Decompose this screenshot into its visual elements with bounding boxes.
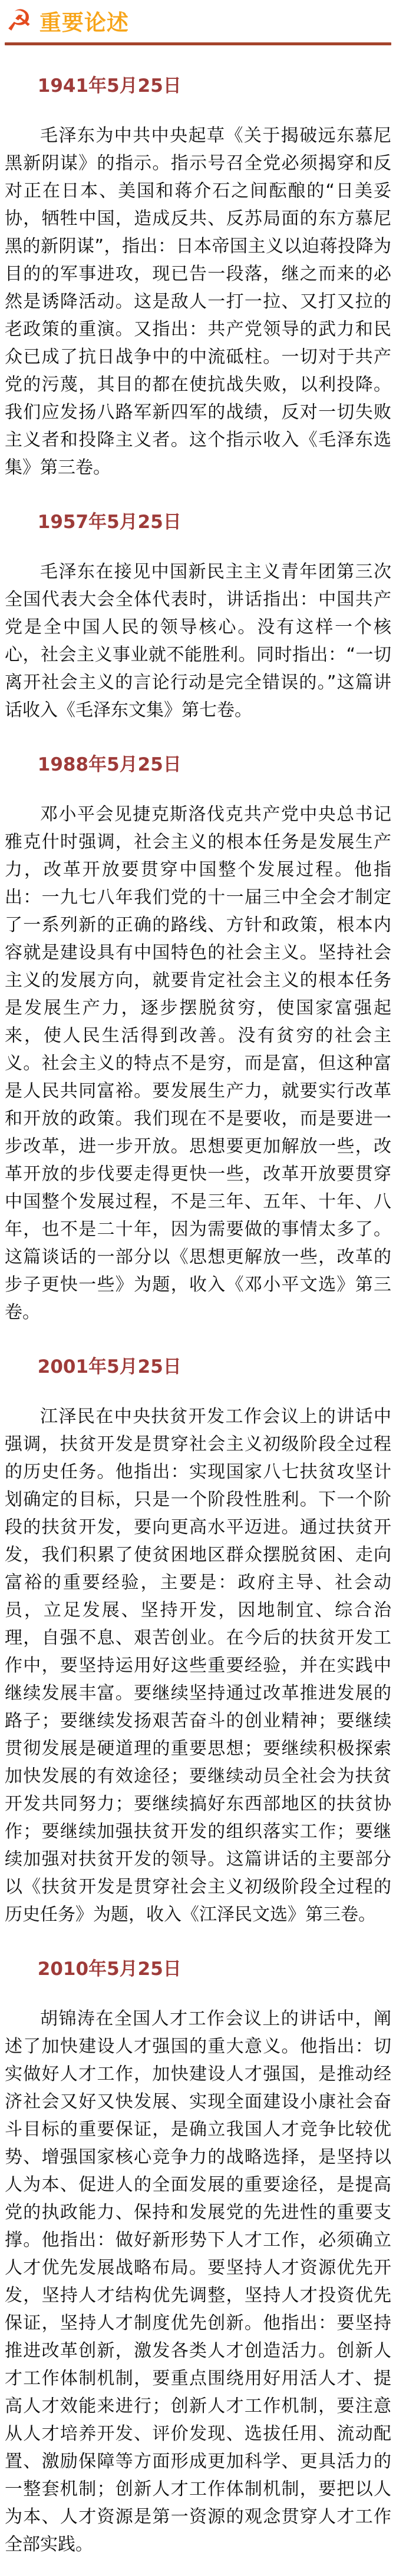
party-emblem-icon: ☭ — [6, 4, 32, 38]
entry-1941 — [5, 76, 391, 482]
masthead — [5, 4, 391, 39]
entry-body: 邓小平会见捷克斯洛伐克共产党中央总书记雅克什时强调，社会主义的根本任务是发展生产力，改革开放要贯穿中国整个发展过程。他指出：一九七八年我们党的十一届三中全会才制定了一系列新的正确的路线、方针和政策，根本内容就是建设具有中国特色的社会主义。坚持社会主义的发展方向，就要肯定社会主义的根本任务是发展生产力，逐步摆脱贫穷，使国家富强起来，使人民生活得到改善。没有贫穷的社会主义。社会主义的特点不是穷，而是富，但这种富是人民共同富裕。要发展生产力，就要实行改革和开放的政策。我们现在不是要收，而是要进一步改革，进一步开放。思想要更加解放一些，改革开放的步伐要走得更快一些，改革开放要贯穿中国整个发展过程，不是三年、五年、十年、八年，也不是二十年，因为需要做的事情太多了。这篇谈话的一部分以《思想更解放一些，改革的步子更快一些》为题，收入《邓小平文选》第三卷。 — [5, 804, 391, 1323]
entry-body: 毛泽东为中共中央起草《关于揭破远东慕尼黑新阴谋》的指示。指示号召全党必须揭穿和反对正在日本、美国和蒋介石之间酝酿的“日美妥协，牺牲中国，造成反共、反苏局面的东方慕尼黑的新阴谋”，指出：日本帝国主义以迫蒋投降为目的的军事进攻，现已告一段落，继之而来的必然是诱降活动。这是敌人一打一拉、又打又拉的老政策的重演。又指出：共产党领导的武力和民众已成了抗日战争中的中流砥柱。一切对于共产党的污蔑，其目的都在使抗战失败，以利投降。我们应发扬八路军新四军的战绩，反对一切失败主义者和投降主义者。这个指示收入《毛泽东选集》第三卷。 — [5, 125, 391, 479]
entry-2010 — [5, 1959, 391, 2558]
page-title: 重要论述 — [39, 10, 129, 35]
header-divider — [5, 42, 391, 45]
entry-body: 毛泽东在接见中国新民主主义青年团第三次全国代表大会全体代表时，讲话指出：中国共产党是全中国人民的领导核心。没有这样一个核心，社会主义事业就不能胜利。同时指出：“一切离开社会主义的言论行动是完全错误的。”这篇讲话收入《毛泽东文集》第七卷。 — [5, 562, 391, 721]
entry-body: 江泽民在中央扶贫开发工作会议上的讲话中强调，扶贫开发是贯穿社会主义初级阶段全过程的历史任务。他指出：实现国家八七扶贫攻坚计划确定的目标，只是一个阶段性胜利。下一个阶段的扶贫开发，要向更高水平迈进。通过扶贫开发，我们积累了使贫困地区群众摆脱贫困、走向富裕的重要经验，主要是：政府主导、社会动员，立足发展、坚持开发，因地制宜、综合治理，自强不息、艰苦创业。在今后的扶贫开发工作中，要坚持运用好这些重要经验，并在实践中继续发展丰富。要继续坚持通过改革推进发展的路子；要继续发扬艰苦奋斗的创业精神；要继续贯彻发展是硬道理的重要思想；要继续积极探索加快发展的有效途径；要继续动员全社会为扶贫开发共同努力；要继续搞好东西部地区的扶贫协作；要继续加强扶贫开发的组织落实工作；要继续加强对扶贫开发的领导。这篇讲话的主要部分以《扶贫开发是贯穿社会主义初级阶段全过程的历史任务》为题，收入《江泽民文选》第三卷。 — [5, 1406, 391, 1926]
entry-1988 — [5, 755, 391, 1326]
entry-date: 1957年5月25日 — [37, 512, 182, 533]
entry-body: 胡锦涛在全国人才工作会议上的讲话中，阐述了加快建设人才强国的重大意义。他指出：切实做好人才工作，加快建设人才强国，是推动经济社会又好又快发展、实现全面建设小康社会奋斗目标的重要保证，是确立我国人才竞争比较优势、增强国家核心竞争力的战略选择，是坚持以人为本、促进人的全面发展的重要途径，是提高党的执政能力、保持和发展党的先进性的重要支撑。他指出：做好新形势下人才工作，必须确立人才优先发展战略布局。要坚持人才资源优先开发，坚持人才结构优先调整，坚持人才投资优先保证，坚持人才制度优先创新。他指出：要坚持推进改革创新，激发各类人才创造活力。创新人才工作体制机制，要重点围绕用好用活人才、提高人才效能来进行；创新人才工作机制，要注意从人才培养开发、评价发现、选拔任用、流动配置、激励保障等方面形成更加科学、更具活力的一整套机制；创新人才工作体制机制，要把以人为本、人才资源是第一资源的观念贯穿人才工作全部实践。 — [5, 2009, 391, 2555]
entry-2001 — [5, 1357, 391, 1928]
entry-date: 1941年5月25日 — [37, 75, 182, 97]
entry-date: 2001年5月25日 — [37, 1356, 182, 1378]
entry-date: 2010年5月25日 — [37, 1958, 182, 1980]
entry-1957 — [5, 512, 391, 724]
entry-date: 1988年5月25日 — [37, 754, 182, 776]
